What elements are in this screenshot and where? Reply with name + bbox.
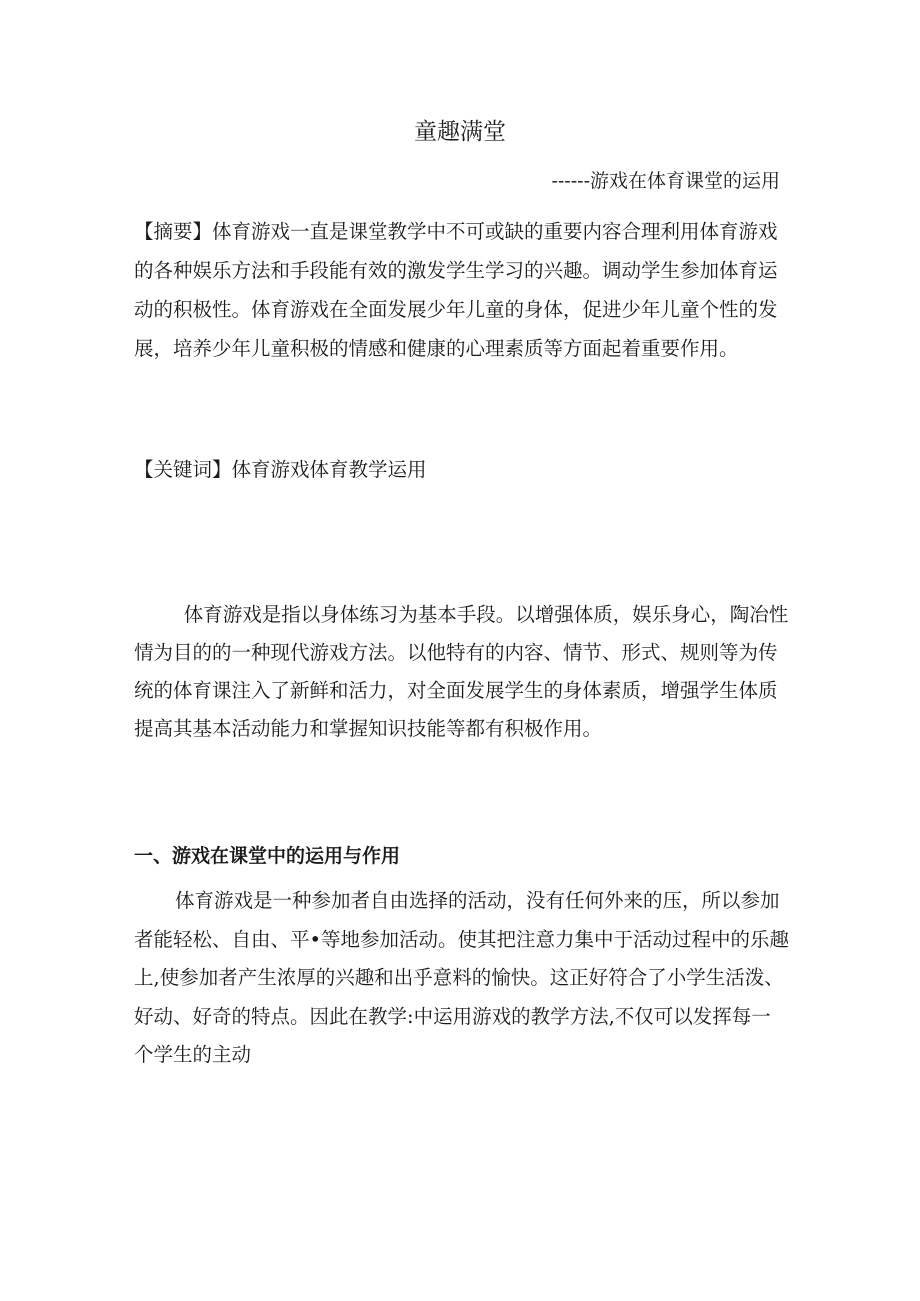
document-title: 童趣满堂: [414, 119, 506, 145]
abstract-paragraph: 【摘要】体育游戏一直是课堂教学中不可或缺的重要内容合理利用体育游戏的各种娱乐方法和手段能有效的激发学生学习的兴趣。调动学生参加体育运动的积极性。体育游戏在全面发展少年儿童的身体，促进少年儿童个性的发展，培养少年儿童积极的情感和健康的心理素质等方面起着重要作用。: [134, 220, 778, 360]
section-paragraph: 体育游戏是一种参加者自由选择的活动，没有任何外来的压，所以参加者能轻松、自由、平•等地参加活动。使其把注意力集中于活动过程中的乐趣上,使参加者产生浓厚的兴趣和出乎意料的愉快。这正好符合了小学生活泼、好动、好奇的特点。因此在教学:中运用游戏的教学方法,不仅可以发挥每一个学生的主动: [134, 889, 790, 1066]
intro-paragraph: 体育游戏是指以身体练习为基本手段。以增强体质，娱乐身心，陶冶性情为目的的一种现代游戏方法。以他特有的内容、情节、形式、规则等为传统的体育课注入了新鲜和活力，对全面发展学生的身体素质，增强学生体质提高其基本活动能力和掌握知识技能等都有积极作用。: [134, 603, 789, 740]
document-subtitle: ------游戏在体育课堂的运用: [551, 170, 780, 192]
section-heading: 一、游戏在课堂中的运用与作用: [134, 845, 401, 867]
keywords-line: 【关键词】体育游戏体育教学运用: [134, 458, 427, 481]
